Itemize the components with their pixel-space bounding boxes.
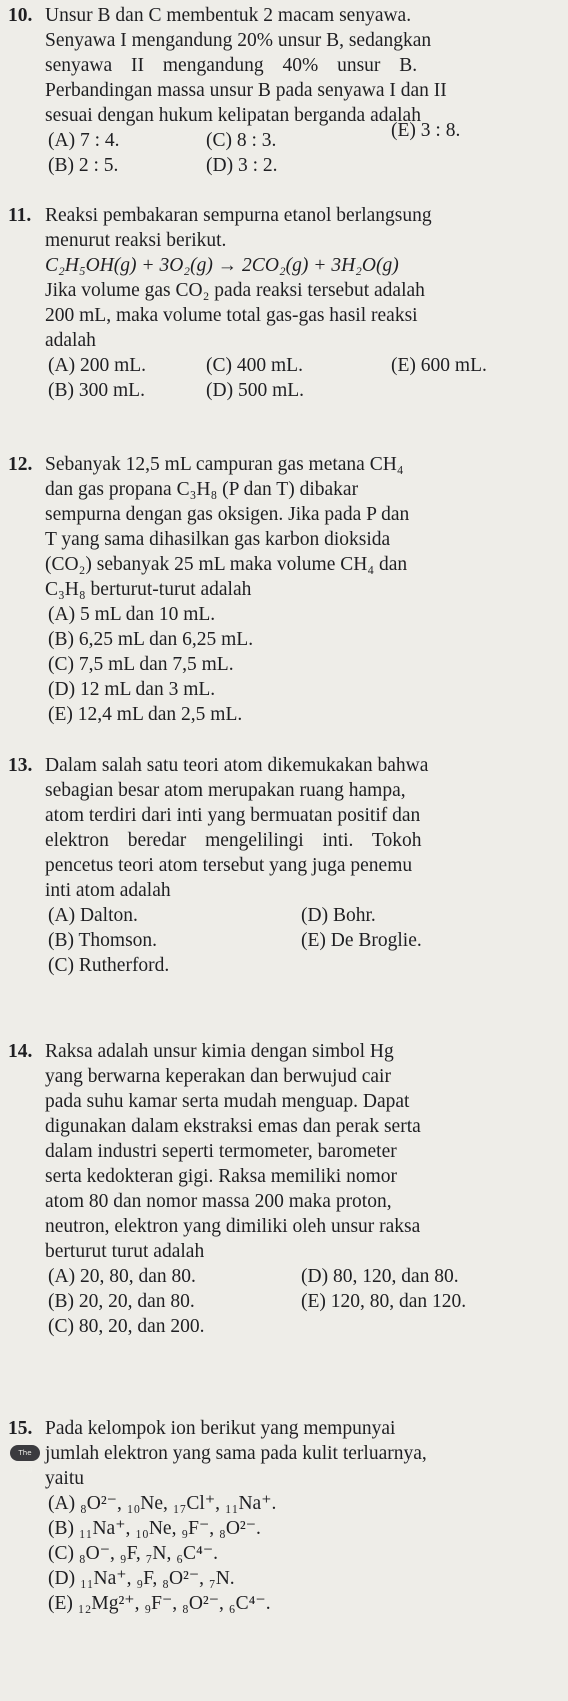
text-line: Perbandingan massa unsur B pada senyawa I dan II [45, 80, 447, 101]
option-a[interactable]: (A) ₈O²⁻, ₁₀Ne, ₁₇Cl⁺, ₁₁Na⁺. [48, 1493, 277, 1514]
reaction-equation: C₂H₅OH(g) + 3O₂(g) → 2CO₂(g) + 3H₂O(g) [45, 255, 399, 276]
option-b[interactable]: (B) 300 mL. [48, 380, 145, 401]
text-line: pada suhu kamar serta mudah menguap. Dapat [45, 1091, 410, 1112]
options-row [48, 1289, 556, 1314]
option-a[interactable]: (A) 7 : 4. [48, 130, 120, 151]
option-d[interactable]: (D) ₁₁Na⁺, ₉F, ₈O²⁻, ₇N. [48, 1568, 235, 1589]
option-d[interactable]: (D) 12 mL dan 3 mL. [48, 679, 216, 700]
text-line: inti atom adalah [45, 880, 171, 901]
option-b[interactable]: (B) ₁₁Na⁺, ₁₀Ne, ₉F⁻, ₈O²⁻. [48, 1518, 261, 1539]
option-d[interactable]: (D) 3 : 2. [206, 155, 278, 176]
text-line: yaitu [45, 1468, 84, 1489]
text-line: jumlah elektron yang sama pada kulit terluarnya, [45, 1443, 427, 1464]
option-a[interactable]: (A) Dalton. [48, 905, 138, 926]
text-line: sebagian besar atom merupakan ruang hampa, [45, 780, 406, 801]
options-row [48, 378, 556, 403]
option-e[interactable]: (E) 12,4 mL dan 2,5 mL. [48, 704, 243, 725]
text-line: Senyawa I mengandung 20% unsur B, sedangkan [45, 30, 432, 51]
text-line: atom terdiri dari inti yang bermuatan positif dan [45, 805, 421, 826]
option-d[interactable]: (D) Bohr. [301, 905, 376, 926]
option-e[interactable]: (E) 3 : 8. [391, 120, 461, 141]
question-text [45, 452, 556, 602]
option-d[interactable]: (D) 80, 120, dan 80. [301, 1266, 459, 1287]
question-12 [8, 452, 556, 727]
text-line: pencetus teori atom tersebut yang juga penemu [45, 855, 413, 876]
option-c[interactable]: (C) 80, 20, dan 200. [48, 1316, 205, 1337]
text-line: Pada kelompok ion berikut yang mempunyai [45, 1418, 396, 1439]
question-14 [8, 1039, 556, 1339]
text-line: 200 mL, maka volume total gas-gas hasil reaksi [45, 305, 418, 326]
question-number: 13. [8, 755, 33, 776]
option-b[interactable]: (B) 2 : 5. [48, 155, 119, 176]
text-line: dalam industri seperti termometer, barometer [45, 1141, 397, 1162]
option-c[interactable]: (C) Rutherford. [48, 955, 170, 976]
text-line: Reaksi pembakaran sempurna etanol berlangsung [45, 205, 432, 226]
question-text [45, 278, 556, 353]
option-e[interactable]: (E) 600 mL. [391, 355, 487, 376]
question-15 [8, 1416, 556, 1616]
question-11 [8, 203, 556, 403]
question-text [45, 203, 556, 253]
question-text [45, 753, 556, 903]
question-number: 15. [8, 1418, 33, 1439]
text-line: senyawa II mengandung 40% unsur B. [45, 55, 418, 76]
text-line: dan gas propana C₃H₈ (P dan T) dibakar [45, 479, 359, 500]
options-row [48, 928, 556, 953]
text-line: digunakan dalam ekstraksi emas dan perak serta [45, 1116, 421, 1137]
text-line: C₃H₈ berturut-turut adalah [45, 579, 252, 600]
option-c[interactable]: (C) 8 : 3. [206, 130, 277, 151]
option-e[interactable]: (E) De Broglie. [301, 930, 422, 951]
option-d[interactable]: (D) 500 mL. [206, 380, 305, 401]
text-line: Dalam salah satu teori atom dikemukakan bahwa [45, 755, 429, 776]
option-b[interactable]: (B) 20, 20, dan 80. [48, 1291, 195, 1312]
question-number: 12. [8, 454, 33, 475]
question-number: 11. [8, 205, 32, 226]
question-text [45, 1416, 556, 1491]
option-a[interactable]: (A) 5 mL dan 10 mL. [48, 604, 216, 625]
text-line: elektron beredar mengelilingi inti. Tokoh [45, 830, 422, 851]
text-line: Raksa adalah unsur kimia dengan simbol Hg [45, 1041, 394, 1062]
text-line: adalah [45, 330, 96, 351]
question-text [45, 1039, 556, 1264]
text-line: Unsur B dan C membentuk 2 macam senyawa. [45, 5, 412, 26]
text-line: Sebanyak 12,5 mL campuran gas metana CH₄ [45, 454, 404, 475]
question-number: 10. [8, 5, 33, 26]
text-line: menurut reaksi berikut. [45, 230, 227, 251]
text-line: Jika volume gas CO₂ pada reaksi tersebut adalah [45, 280, 425, 301]
question-13 [8, 753, 556, 978]
text-line: neutron, elektron yang dimiliki oleh unsur raksa [45, 1216, 421, 1237]
options-row [48, 353, 556, 378]
option-c[interactable]: (C) 400 mL. [206, 355, 303, 376]
question-number: 14. [8, 1041, 33, 1062]
option-c[interactable]: (C) 7,5 mL dan 7,5 mL. [48, 654, 234, 675]
text-line: (CO₂) sebanyak 25 mL maka volume CH₄ dan [45, 554, 408, 575]
options-row [48, 1264, 556, 1289]
options-row [48, 120, 556, 153]
text-line: berturut turut adalah [45, 1241, 205, 1262]
option-c[interactable]: (C) ₈O⁻, ₉F, ₇N, ₆C⁴⁻. [48, 1543, 219, 1564]
option-a[interactable]: (A) 20, 80, dan 80. [48, 1266, 196, 1287]
text-line: yang berwarna keperakan dan berwujud cair [45, 1066, 391, 1087]
text-line: serta kedokteran gigi. Raksa memiliki nomor [45, 1166, 397, 1187]
publisher-logo: The King [10, 1445, 40, 1461]
option-b[interactable]: (B) 6,25 mL dan 6,25 mL. [48, 629, 254, 650]
options-row [48, 153, 556, 178]
text-line: T yang sama dihasilkan gas karbon dioksida [45, 529, 391, 550]
option-a[interactable]: (A) 200 mL. [48, 355, 147, 376]
text-line: sesuai dengan hukum kelipatan berganda adalah [45, 105, 421, 126]
text-line: sempurna dengan gas oksigen. Jika pada P dan [45, 504, 410, 525]
text-line: atom 80 dan nomor massa 200 maka proton, [45, 1191, 392, 1212]
question-text [45, 3, 556, 128]
options-row [48, 903, 556, 928]
option-b[interactable]: (B) Thomson. [48, 930, 158, 951]
option-e[interactable]: (E) 120, 80, dan 120. [301, 1291, 467, 1312]
option-e[interactable]: (E) ₁₂Mg²⁺, ₉F⁻, ₈O²⁻, ₆C⁴⁻. [48, 1593, 271, 1614]
question-10 [8, 3, 556, 178]
